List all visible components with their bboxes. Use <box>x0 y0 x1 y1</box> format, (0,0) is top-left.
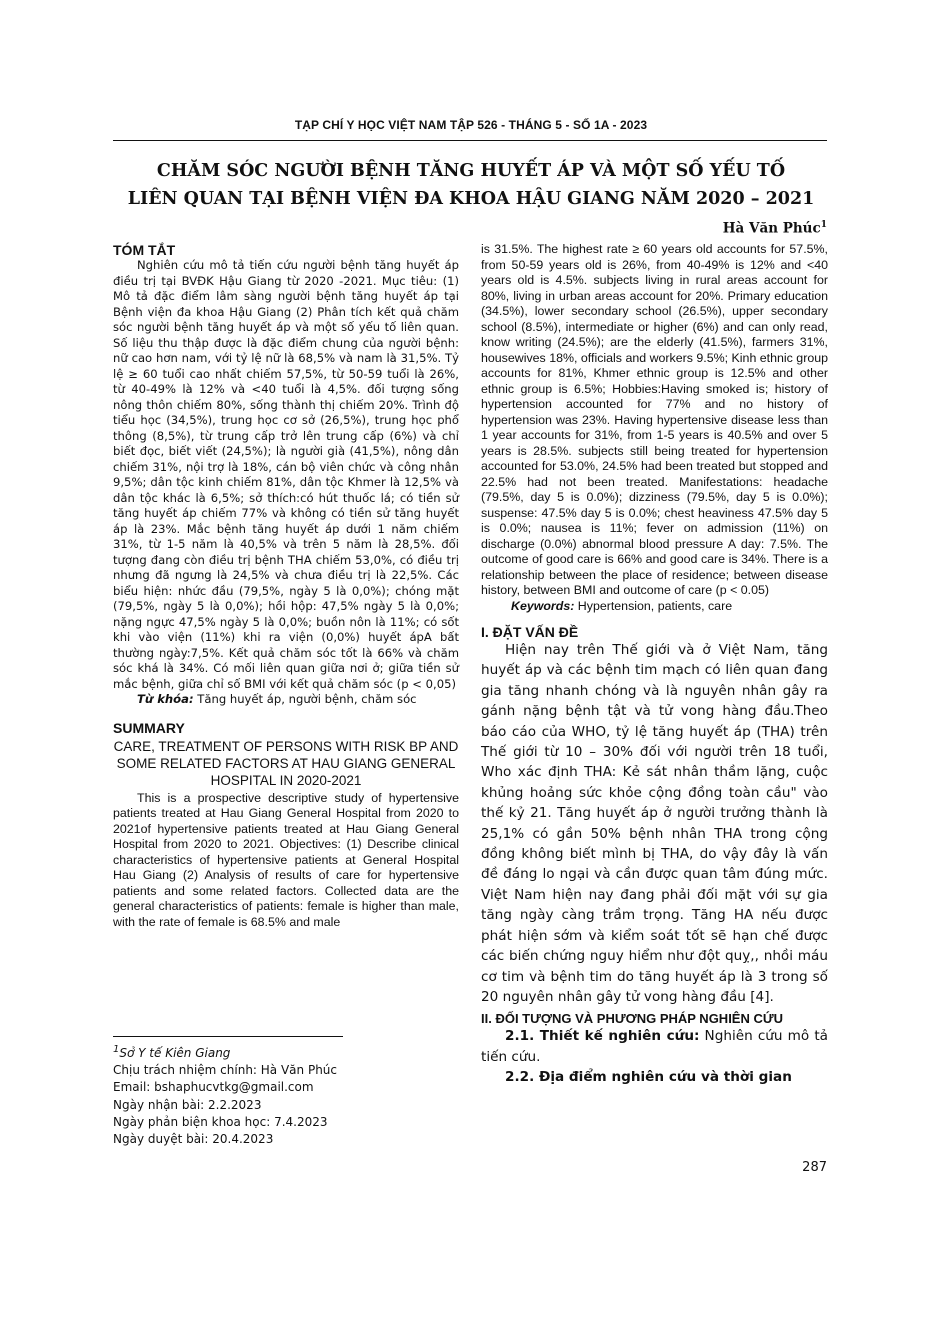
footnote-affiliation <box>113 1041 459 1062</box>
keywords-vn-text: Tăng huyết áp, người bệnh, chăm sóc <box>193 692 417 706</box>
footnote <box>113 1041 459 1148</box>
keywords-en-label: Keywords: <box>511 598 575 613</box>
abstract-vn-body: Nghiên cứu mô tả tiến cứu người bệnh tăng huyết áp điều trị tại BVĐK Hậu Giang từ 2020 -2021. Mục tiêu: (1) Mô tả đặc điểm lâm sàng người bệnh tăng huyết áp tại Bệnh viện đa khoa Hậu Giang (2) Phân tích kết quả chăm sóc người bệnh tăng huyết áp và một số yếu tố liên quan. Số liệu thu thập được là đặc điểm chung của người bệnh: nữ cao hơn nam, với tỷ lệ nữ là 68,5% và nam là 31,5%. Tỷ lệ ≥ 60 tuổi cao nhất chiếm 57,5%, từ 50-59 tuổi là 26%, từ 40-49% là 12% và <40 tuổi là 4,5%. đối tượng sống nông thôn chiếm 80%, sống thành thị chiếm 20%. Trình độ tiểu học (34,5%), trung học cơ sở (26,5%), trung học phổ thông (8,5%), từ trung cấp trở lên trung cấp (6%) và chỉ biết đọc, biết viết (24,5%); là người già (41,5%), nông dân chiếm 31%, nội trợ là 18%, cán bộ viên chức và công nhân 9,5%; dân tộc kinh chiếm 81%, dân tộc Khmer là 12,5% và dân tộc khác là 6,5%; sở thích:có hút thuốc lá; có tiền sử tăng huyết áp chiếm 77% và không có tiền sử tăng huyết áp là 23%. Mắc bệnh tăng huyết áp dưới 1 năm chiếm 31%, từ 1-5 năm là 40,5% và trên 5 năm là 28,5%. đối tượng đang còn điều trị bệnh THA chiếm 53,0%, có điều trị nhưng đã ngưng là 24,5% và chưa điều trị là 22,5%. Các biểu hiện: nhức đầu (79,5%, ngày 5 là 0,0%); chóng mặt (79,5%, ngày 5 là 0,0%); hồi hộp: 47,5% ngày 5 là 0,0%; nặng ngực 47,5% ngày 5 là 0,0%; buồn nôn là 11%; có sốt khi vào viện (11%) khi ra viện (0,0%) huyết ápA bất thường ngày:7,5%. Kết quả chăm sóc tốt là 66% và chăm sóc khá là 34%. Có mối liên quan giữa nơi ở; giữa tiền sử mắc bệnh, giữa chỉ số BMI với kết quả chăm sóc (p < 0,05) <box>113 258 459 691</box>
keywords-vn <box>113 692 459 708</box>
summary-heading: SUMMARY <box>113 719 185 736</box>
footnote-received: Ngày nhận bài: 2.2.2023 <box>113 1097 262 1112</box>
summary-body-left: This is a prospective descriptive study of hypertensive patients treated at Hau Giang General Hospital from 2020 to 2021of hypertensive patients treated at Hau Giang General Hospital from 2020 to 2021. Objectives: (1) Describe clinical characteristics of hypertensive patients at General Hospital Hau Giang (2) Analysis of results of care for hypertensive patients and some related factors. Collected data are the general characteristics of patients: female is higher than male, with the rate of female is 68.5% and male <box>113 790 459 929</box>
right-column <box>481 242 828 1088</box>
footnote-affiliation-text: Sở Y tế Kiên Giang <box>119 1046 231 1060</box>
journal-header: TẠP CHÍ Y HỌC VIỆT NAM TẬP 526 - THÁNG 5 - SỐ 1A - 2023 <box>294 118 648 132</box>
header-rule <box>113 140 827 141</box>
section-2-1-text: Nghiên cứu mô tả tiến cứu. <box>481 1028 828 1065</box>
author-name: Hà Văn Phúc <box>722 220 821 237</box>
section-2-1 <box>481 1026 828 1067</box>
keywords-vn-label: Từ khóa: <box>137 692 194 706</box>
left-column <box>113 242 459 930</box>
footnote-reviewed: Ngày phản biện khoa học: 7.4.2023 <box>113 1114 328 1129</box>
title-line-2: LIÊN QUAN TẠI BỆNH VIỆN ĐA KHOA HẬU GIANG NĂM 2020 – 2021 <box>127 189 815 209</box>
section-2-heading: II. ĐỐI TƯỢNG VÀ PHƯƠNG PHÁP NGHIÊN CỨU <box>481 1011 784 1027</box>
article-title <box>90 157 852 213</box>
abstract-vn-heading: TÓM TẮT <box>113 242 176 258</box>
author-affiliation-mark: 1 <box>820 220 827 230</box>
section-2-2-label: 2.2. Địa điểm nghiên cứu và thời gian <box>505 1069 792 1086</box>
section-1-body: Hiện nay trên Thế giới và ở Việt Nam, tăng huyết áp và các bệnh tim mạch có liên quan đang gia tăng nhanh chóng và là nguyên nhân gây ra gánh nặng bệnh tật và tử vong hàng đầu.Theo báo cáo của WHO, tỷ lệ tăng huyết áp (THA) trên Thế giới từ 10 – 30% đối với người trên 18 tuổi, Who xác định THA: Kẻ sát nhân thầm lặng, cuộc khủng hoảng sức khỏe cộng đồng toàn cầu" vào thế kỷ 21. Tăng huyết áp ở người trưởng thành là 25,1% có gần 50% bệnh nhân THA trong cộng đồng không biết mình bị THA, do vậy đây là vấn đề đáng lo ngại và cần được quan tâm đúng mức. Việt Nam hiện nay đang phải đối mặt với sự gia tăng ngày càng trầm trọng. Tăng HA nếu được phát hiện sớm và kiểm soát tốt sẽ hạn chế được các biến chứng nguy hiểm như đột quỵ,, nhồi máu cơ tim và bệnh tim do tăng huyết áp là 3 trong số 20 nguyên nhân gây tử vong hàng đầu [4]. <box>481 642 828 1005</box>
title-line-1: CHĂM SÓC NGƯỜI BỆNH TĂNG HUYẾT ÁP VÀ MỘT SỐ YẾU TỐ <box>156 161 786 181</box>
footnote-email: Email: bshaphucvtkg@gmail.com <box>113 1080 314 1095</box>
section-2-2 <box>481 1067 828 1087</box>
author <box>723 220 827 237</box>
footnote-affiliation-mark: 1 <box>113 1044 120 1055</box>
summary-title: CARE, TREATMENT OF PERSONS WITH RISK BP AND SOME RELATED FACTORS AT HAU GIANG GENERAL HOSPITAL IN 2020-2021 <box>113 738 459 788</box>
keywords-en-text: Hypertension, patients, care <box>574 598 733 613</box>
section-1-heading: I. ĐẶT VẤN ĐỀ <box>481 624 579 640</box>
page-number: 287 <box>802 1160 827 1175</box>
footnote-accepted: Ngày duyệt bài: 20.4.2023 <box>113 1132 274 1147</box>
summary-body-right: is 31.5%. The highest rate ≥ 60 years old accounts for 57.5%, from 50-59 years old is 26%, from 40-49% is 12% and <40 years old is 4.5%. subjects living in rural areas account for 80%, living in urban areas account for 20%. Primary education (34.5%), lower secondary school (26.5%), upper secondary school (8.5%), intermediate or higher (6%) and can only read, know writing (24.5%); are the elderly (41.5%), farmers 31%, housewives 18%, officials and workers 9.5%; Kinh ethnic group accounts for 81%, Khmer ethnic group is 12.5% and other ethnic group is 6.5%; Hobbies:Having smoked is; history of hypertension accounted for 77% and no history of hypertension was 23%. Having hypertensive disease less than 1 year accounts for 31%, from 1-5 years is 40.5% and over 5 years is 28.5%. subjects still being treated for hypertension accounted for 53.0%, 24.5% had been treated but stopped and 22.5% had not been treated. Manifestations: headache (79.5%, day 5 is 0.0%); dizziness (79.5%, day 5 is 0.0%); suspense: 47.5% day 5 is 0.0%; chest heaviness 47.5% day 5 is 0.0%; nausea is 11%; fever on admission (11%) on discharge (0.0%) abnormal blood pressure A day: 7.5%. The outcome of good care is 66% and good care is 34%. There is a relationship between the place of residence; between disease history, between BMI and outcome of care (p < 0.05) <box>481 242 828 597</box>
keywords-en <box>481 599 828 615</box>
footnote-rule <box>113 1036 343 1037</box>
footnote-responsible: Chịu trách nhiệm chính: Hà Văn Phúc <box>113 1063 338 1078</box>
section-2-1-label: 2.1. Thiết kế nghiên cứu: <box>505 1028 700 1045</box>
